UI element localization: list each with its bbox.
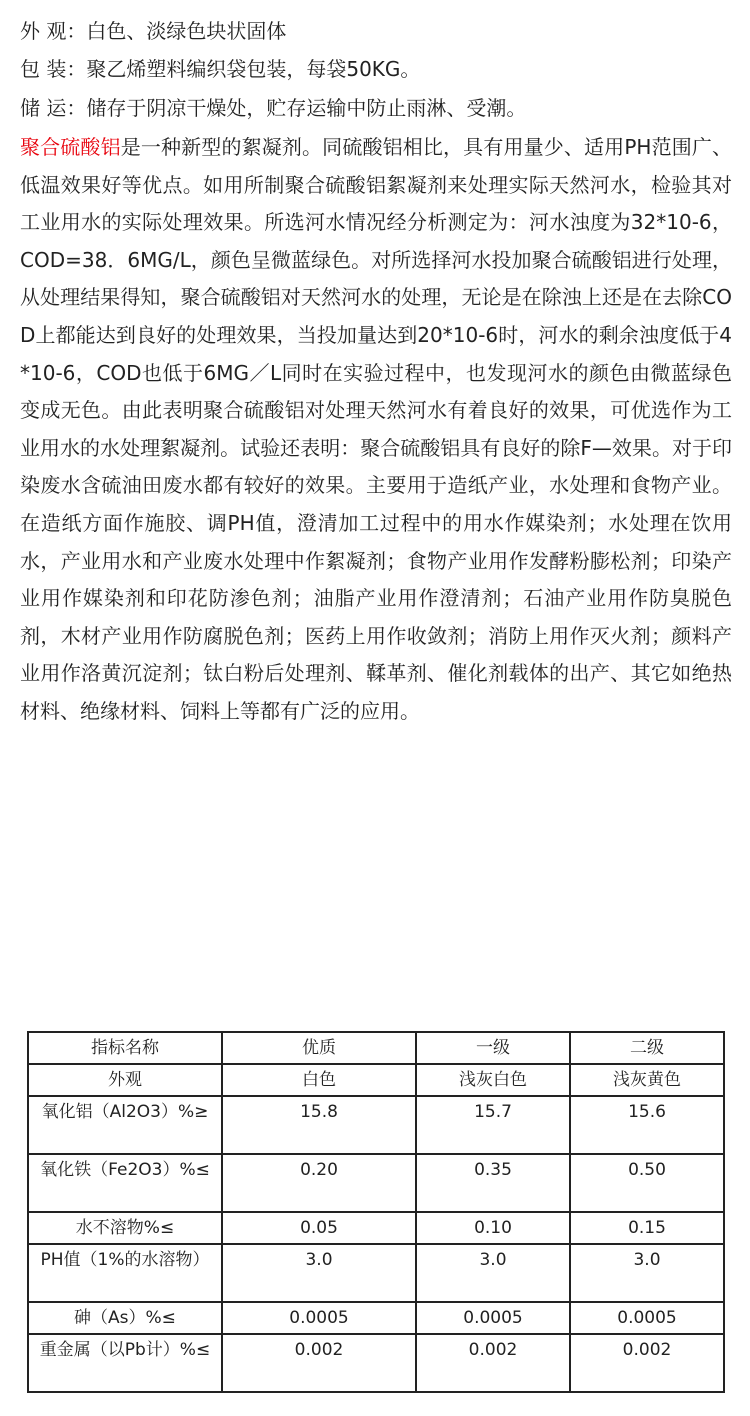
cell-value: 0.002 <box>222 1334 416 1392</box>
description-body: 是一种新型的絮凝剂。同硫酸铝相比，具有用量少、适用PH范围广、低温效果好等优点。如用所制聚合硫酸铝絮凝剂来处理实际天然河水，检验其对工业用水的实际处理效果。所选河水情况经分析测定为：河水浊度为32*10-6，COD=38．6MG/L，颜色呈微蓝绿色。对所选择河水投加聚合硫酸铝进行处理，从处理结果得知，聚合硫酸铝对天然河水的处理，无论是在除浊上还是在去除COD上都能达到良好的处理效果，当投加量达到20*10-6时，河水的剩余浊度低于4*10-6，COD也低于6MG／L同时在实验过程中，也发现河水的颜色由微蓝绿色变成无色。由此表明聚合硫酸铝对处理天然河水有着良好的效果，可优选作为工业用水的水处理絮凝剂。试验还表明：聚合硫酸铝具有良好的除F—效果。对于印染废水含硫油田废水都有较好的效果。主要用于造纸产业，水处理和食物产业。在造纸方面作施胶、调PH值，澄清加工过程中的用水作媒染剂；水处理在饮用水，产业用水和产业废水处理中作絮凝剂；食物产业用作发酵粉膨松剂；印染产业用作媒染剂和印花防渗色剂；油脂产业用作澄清剂；石油产业用作防臭脱色剂，木材产业用作防腐脱色剂；医药上用作收敛剂；消防上用作灭火剂；颜料产业用作洛黄沉淀剂；钛白粉后处理剂、鞣革剂、催化剂载体的出产、其它如绝热材料、绝缘材料、饲料上等都有广泛的应用。 <box>20 135 733 723</box>
row-label: 砷（As）%≤ <box>28 1302 222 1334</box>
table-row <box>28 1244 724 1302</box>
cell-value: 0.15 <box>570 1212 724 1244</box>
cell-value: 0.0005 <box>570 1302 724 1334</box>
cell-value: 15.7 <box>416 1096 570 1154</box>
cell-value: 0.002 <box>416 1334 570 1392</box>
table-header-row <box>28 1032 724 1064</box>
table-row <box>28 1154 724 1212</box>
cell-value: 浅灰黄色 <box>570 1064 724 1096</box>
row-label: PH值（1%的水溶物） <box>28 1244 222 1302</box>
spec-packaging <box>20 51 732 88</box>
spec-appearance <box>20 13 732 50</box>
header-indicator-name: 指标名称 <box>28 1032 222 1064</box>
header-first-grade: 一级 <box>416 1032 570 1064</box>
cell-value: 0.0005 <box>222 1302 416 1334</box>
cell-value: 0.0005 <box>416 1302 570 1334</box>
cell-value: 0.35 <box>416 1154 570 1212</box>
cell-value: 0.20 <box>222 1154 416 1212</box>
table-row <box>28 1334 724 1392</box>
spec-storage <box>20 90 732 127</box>
cell-value: 0.10 <box>416 1212 570 1244</box>
spec-label: 包 装： <box>20 57 87 81</box>
cell-value: 白色 <box>222 1064 416 1096</box>
description-paragraph <box>20 129 732 731</box>
cell-value: 15.8 <box>222 1096 416 1154</box>
cell-value: 3.0 <box>222 1244 416 1302</box>
cell-value: 浅灰白色 <box>416 1064 570 1096</box>
row-label: 水不溶物%≤ <box>28 1212 222 1244</box>
product-description <box>20 13 732 731</box>
spec-label: 外 观： <box>20 19 87 43</box>
spec-label: 储 运： <box>20 96 87 120</box>
header-second-grade: 二级 <box>570 1032 724 1064</box>
table-row <box>28 1064 724 1096</box>
row-label: 氧化铝（Al2O3）%≥ <box>28 1096 222 1154</box>
row-label: 氧化铁（Fe2O3）%≤ <box>28 1154 222 1212</box>
cell-value: 0.50 <box>570 1154 724 1212</box>
spec-value: 白色、淡绿色块状固体 <box>86 19 287 43</box>
table-row <box>28 1096 724 1154</box>
cell-value: 15.6 <box>570 1096 724 1154</box>
table-row <box>28 1302 724 1334</box>
header-premium: 优质 <box>222 1032 416 1064</box>
product-name-highlight: 聚合硫酸铝 <box>20 135 121 159</box>
row-label: 重金属（以Pb计）%≤ <box>28 1334 222 1392</box>
table-row <box>28 1212 724 1244</box>
spec-value: 储存于阴凉干燥处，贮存运输中防止雨淋、受潮。 <box>86 96 527 120</box>
cell-value: 3.0 <box>416 1244 570 1302</box>
cell-value: 3.0 <box>570 1244 724 1302</box>
spec-table-container <box>27 1031 723 1393</box>
spec-value: 聚乙烯塑料编织袋包装，每袋50KG。 <box>86 57 421 81</box>
cell-value: 0.05 <box>222 1212 416 1244</box>
spec-table <box>27 1031 725 1393</box>
cell-value: 0.002 <box>570 1334 724 1392</box>
row-label: 外观 <box>28 1064 222 1096</box>
